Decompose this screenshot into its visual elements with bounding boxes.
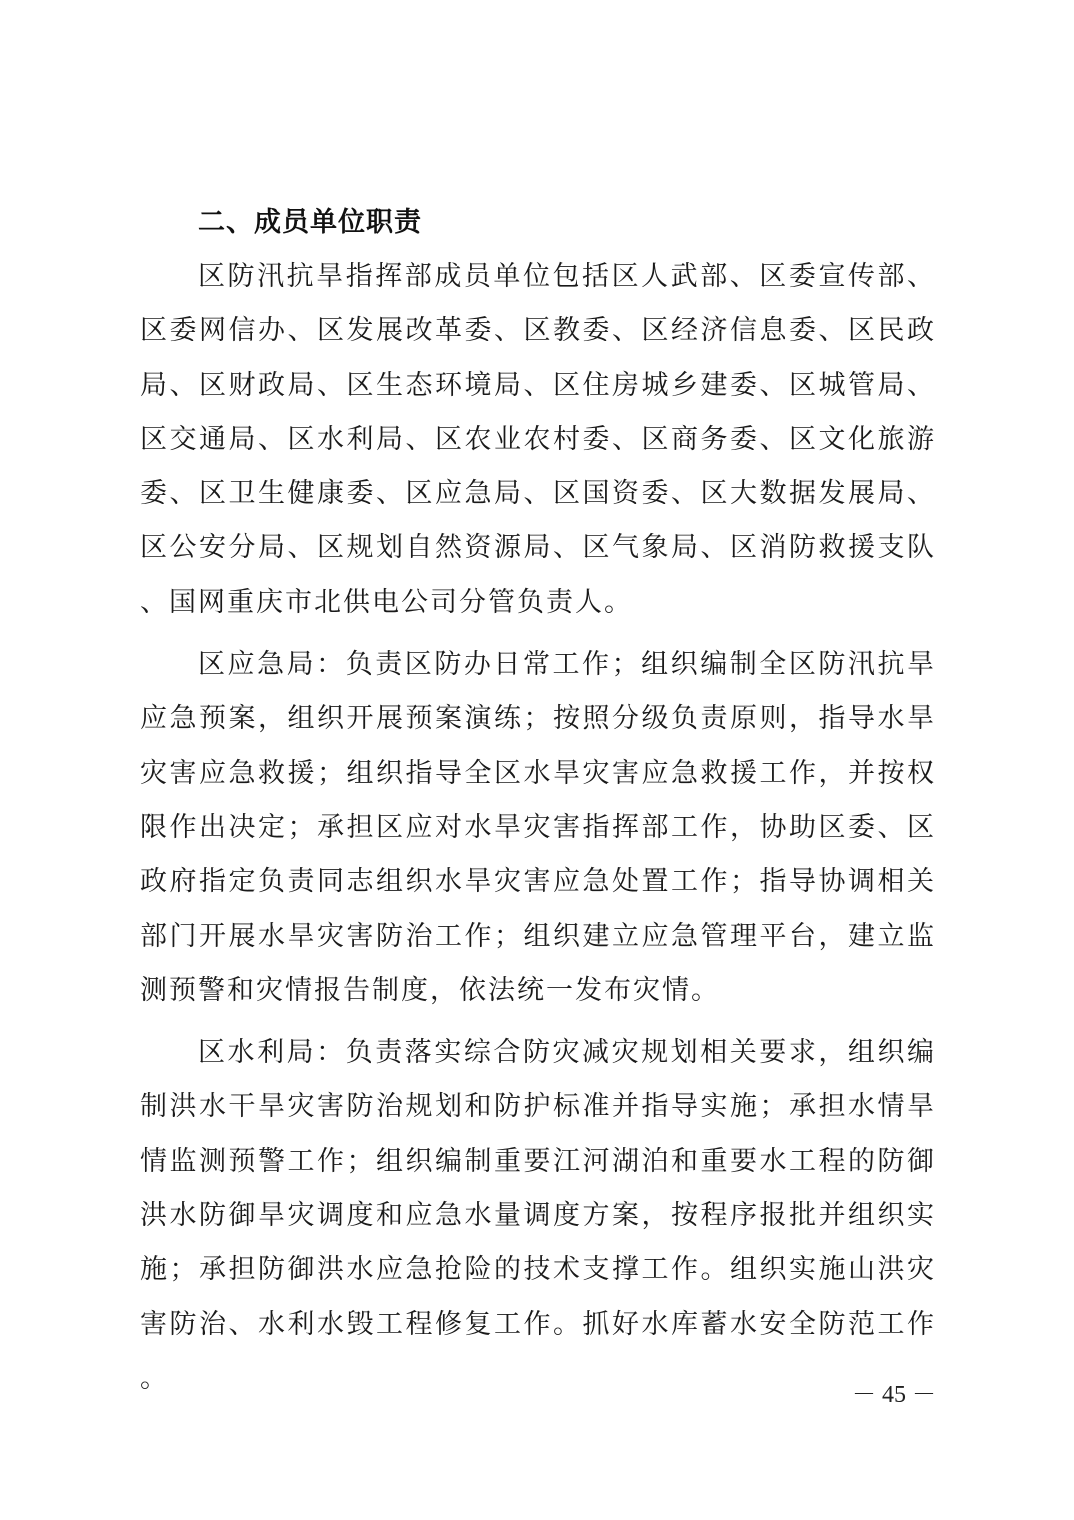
paragraph-water-bureau: 区水利局：负责落实综合防灾减灾规划相关要求，组织编制洪水干旱灾害防治规划和防护标准并指导实施；承担水情旱情监测预警工作；组织编制重要江河湖泊和重要水工程的防御洪水防御旱灾调度和应急水量调度方案，按程序报批并组织实施；承担防御洪水应急抢险的技术支撑工作。组织实施山洪灾害防治、水利水毁工程修复工作。抓好水库蓄水安全防范工作。 (140, 1037, 936, 1394)
paragraph-member-units: 区防汛抗旱指挥部成员单位包括区人武部、区委宣传部、区委网信办、区发展改革委、区教委、区经济信息委、区民政局、区财政局、区生态环境局、区住房城乡建委、区城管局、区交通局、区水利局、区农业农村委、区商务委、区文化旅游委、区卫生健康委、区应急局、区国资委、区大数据发展局、区公安分局、区规划自然资源局、区气象局、区消防救援支队、国网重庆市北供电公司分管负责人。 (140, 261, 936, 618)
document-body (140, 196, 936, 1406)
page-number: － 45 － (852, 1382, 936, 1408)
paragraph-emergency-bureau: 区应急局：负责区防办日常工作；组织编制全区防汛抗旱应急预案，组织开展预案演练；按照分级负责原则，指导水旱灾害应急救援；组织指导全区水旱灾害应急救援工作，并按权限作出决定；承担区应对水旱灾害指挥部工作，协助区委、区政府指定负责同志组织水旱灾害应急处置工作；指导协调相关部门开展水旱灾害防治工作；组织建立应急管理平台，建立监测预警和灾情报告制度，依法统一发布灾情。 (140, 649, 936, 1006)
section-heading: 二、成员单位职责 (198, 207, 422, 238)
